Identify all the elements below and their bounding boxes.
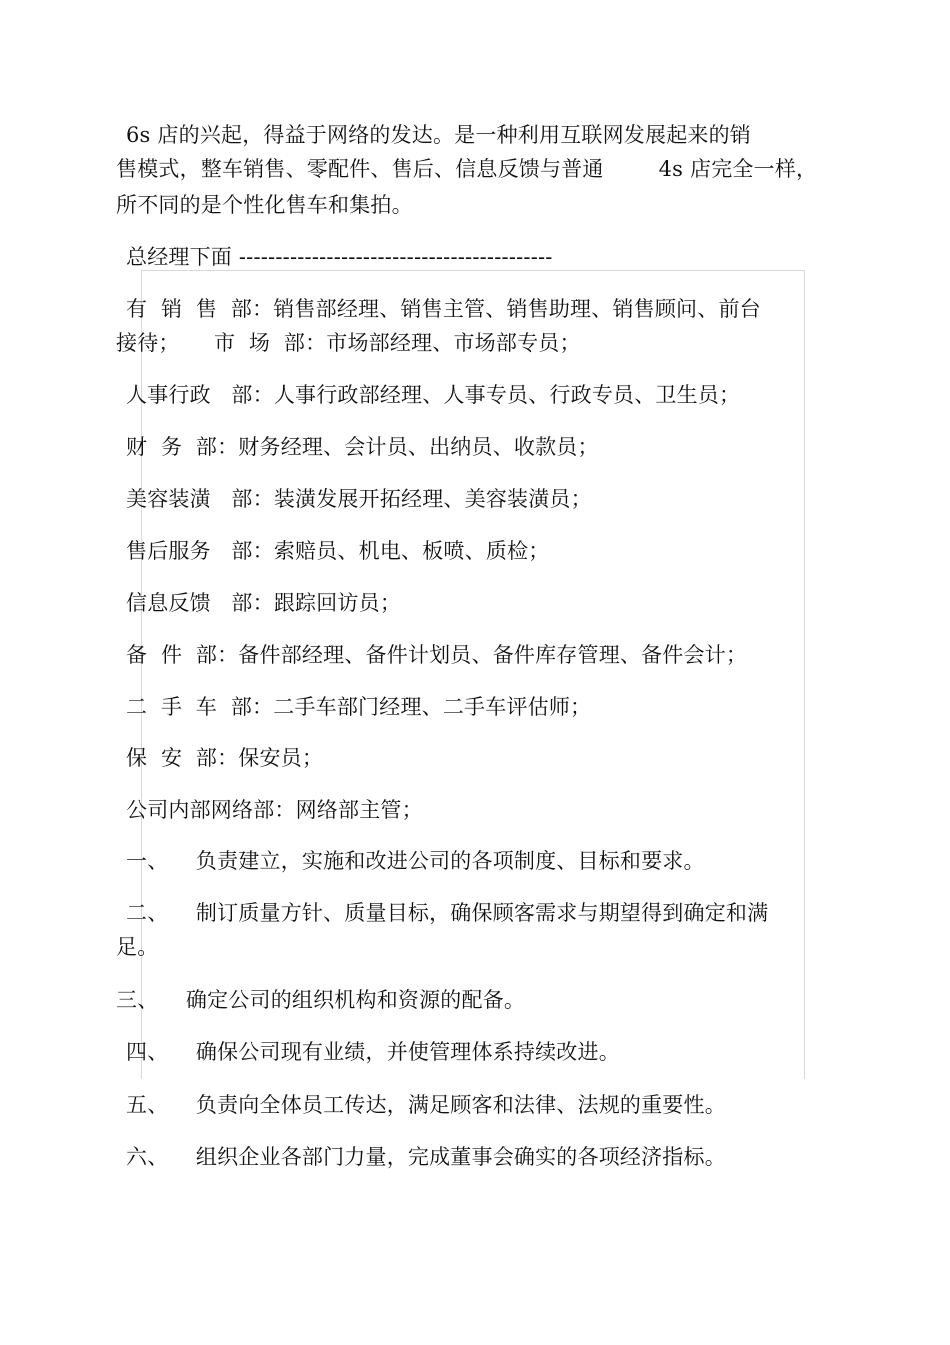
duty-4: 四、 确保公司现有业绩，并使管理体系持续改进。 — [126, 1040, 620, 1064]
intro-line-1: 6s 店的兴起，得益于网络的发达。是一种利用互联网发展起来的销 — [126, 123, 752, 147]
duty-6: 六、 组织企业各部门力量，完成董事会确实的各项经济指标。 — [126, 1145, 726, 1169]
duty-2-line-2: 足。 — [116, 935, 159, 959]
duty-2-line-1: 二、 制订质量方针、质量目标，确保顾客需求与期望得到确定和满 — [126, 901, 769, 925]
intro-line-2: 售模式，整车销售、零配件、售后、信息反馈与普通 4s 店完全一样， — [116, 157, 818, 181]
dept-network: 公司内部网络部：网络部主管； — [126, 798, 423, 822]
dept-after-sales: 售后服务 部：索赔员、机电、板喷、质检； — [126, 539, 550, 563]
intro-line-3: 所不同的是个性化售车和集拍。 — [116, 193, 413, 217]
dept-detailing: 美容装潢 部：装潢发展开拓经理、美容装潢员； — [126, 487, 592, 511]
dept-finance: 财 务 部：财务经理、会计员、出纳员、收款员； — [126, 435, 599, 459]
dept-sales-line-1: 有 销 售 部：销售部经理、销售主管、销售助理、销售顾问、前台 — [126, 297, 761, 321]
dept-feedback: 信息反馈 部：跟踪回访员； — [126, 591, 402, 615]
section-heading: 总经理下面 ------------------------------------------- — [126, 245, 553, 269]
duty-3: 三、 确定公司的组织机构和资源的配备。 — [116, 988, 526, 1012]
dept-hr-admin: 人事行政 部：人事行政部经理、人事专员、行政专员、卫生员； — [126, 383, 741, 407]
dept-parts: 备 件 部：备件部经理、备件计划员、备件库存管理、备件会计； — [126, 643, 748, 667]
dept-security: 保 安 部：保安员； — [126, 746, 324, 770]
duty-1: 一、 负责建立，实施和改进公司的各项制度、目标和要求。 — [126, 849, 705, 873]
dept-sales-line-2: 接待； 市 场 部：市场部经理、市场部专员； — [116, 331, 581, 355]
duty-5: 五、 负责向全体员工传达，满足顾客和法律、法规的重要性。 — [126, 1093, 726, 1117]
dept-used-car: 二 手 车 部：二手车部门经理、二手车评估师； — [126, 695, 592, 719]
